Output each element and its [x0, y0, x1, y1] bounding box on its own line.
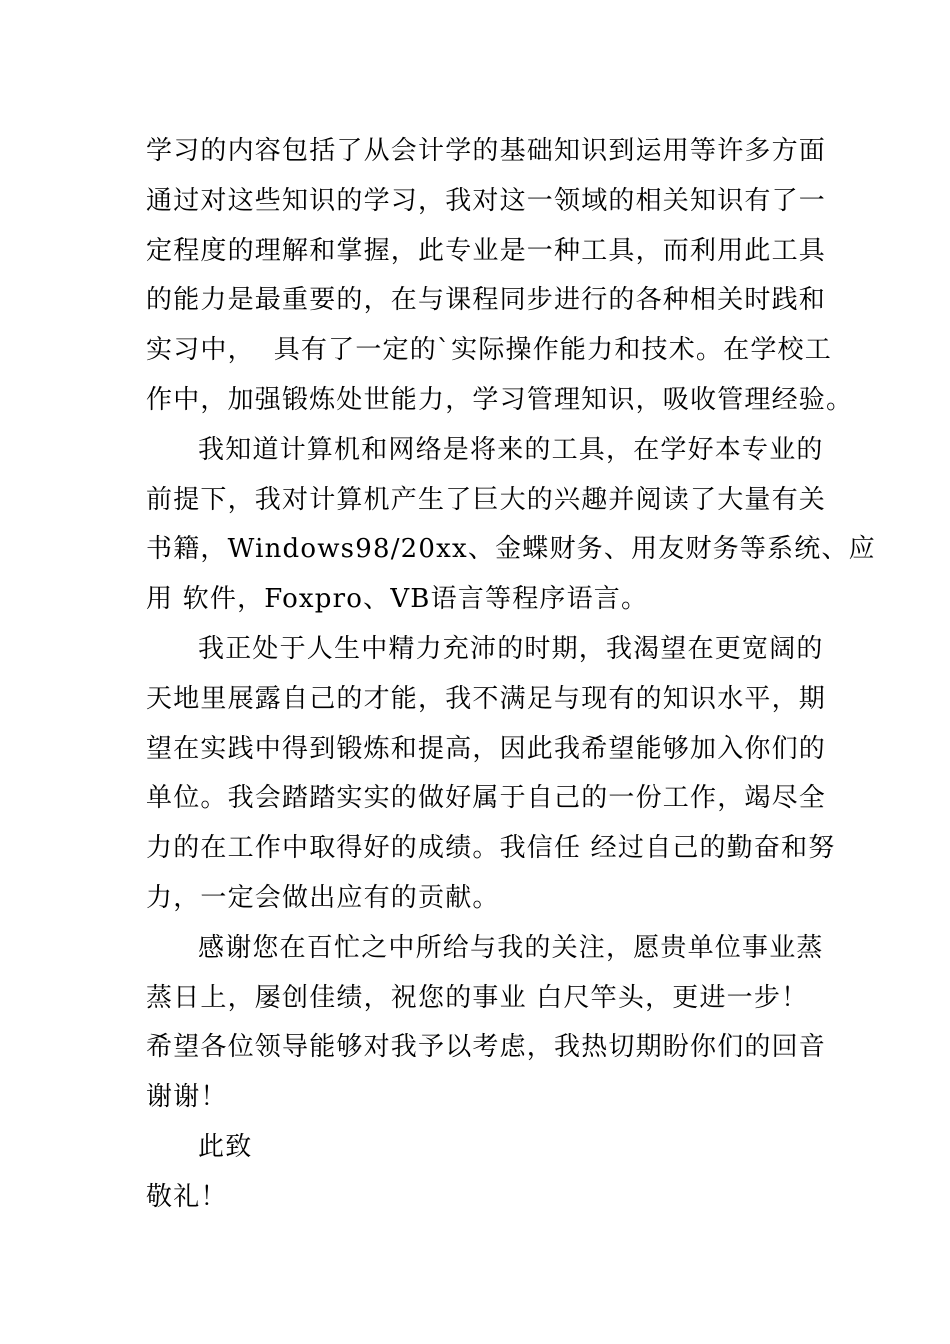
text-line: 定程度的理解和掌握，此专业是一种工具，而利用此工具	[146, 235, 827, 266]
text-line: 用 软件，Foxpro、VB语言等程序语言。	[146, 584, 649, 615]
text-line: 力的在工作中取得好的成绩。我信任 经过自己的勤奋和努	[146, 833, 836, 864]
text-line: 前提下，我对计算机产生了巨大的兴趣并阅读了大量有关	[146, 484, 827, 515]
text-line: 通过对这些知识的学习，我对这一领域的相关知识有了一	[146, 185, 827, 216]
paragraph-first-line: 我正处于人生中精力充沛的时期，我渴望在更宽阔的	[198, 633, 824, 664]
paragraph-first-line: 我知道计算机和网络是将来的工具，在学好本专业的	[198, 434, 824, 465]
text-line: 作中，加强锻炼处世能力，学习管理知识，吸收管理经验。	[146, 384, 854, 415]
closing-regards: 敬礼！	[146, 1181, 228, 1212]
text-line: 希望各位领导能够对我予以考虑，我热切期盼你们的回音	[146, 1032, 827, 1063]
text-line: 蒸日上，屡创佳绩，祝您的事业 白尺竿头，更进一步！	[146, 982, 809, 1013]
text-line: 学习的内容包括了从会计学的基础知识到运用等许多方面	[146, 136, 827, 166]
text-line: 实习中， 具有了一定的`实际操作能力和技术。在学校工	[146, 335, 832, 366]
letter-body	[146, 127, 876, 1223]
text-line: 谢谢！	[146, 1082, 228, 1113]
text-line: 单位。我会踏踏实实的做好属于自己的一份工作，竭尽全	[146, 783, 827, 814]
paragraph-first-line: 感谢您在百忙之中所给与我的关注，愿贵单位事业蒸	[198, 932, 824, 963]
text-line: 书籍，Windows98/20xx、金蝶财务、用友财务等系统、应	[146, 534, 876, 565]
text-line: 的能力是最重要的，在与课程同步进行的各种相关时践和	[146, 285, 827, 316]
text-line: 力，一定会做出应有的贡献。	[146, 882, 500, 913]
text-line: 望在实践中得到锻炼和提高，因此我希望能够加入你们的	[146, 733, 827, 764]
text-line: 天地里展露自己的才能，我不满足与现有的知识水平，期	[146, 683, 827, 714]
closing-salutation: 此致	[198, 1131, 253, 1162]
